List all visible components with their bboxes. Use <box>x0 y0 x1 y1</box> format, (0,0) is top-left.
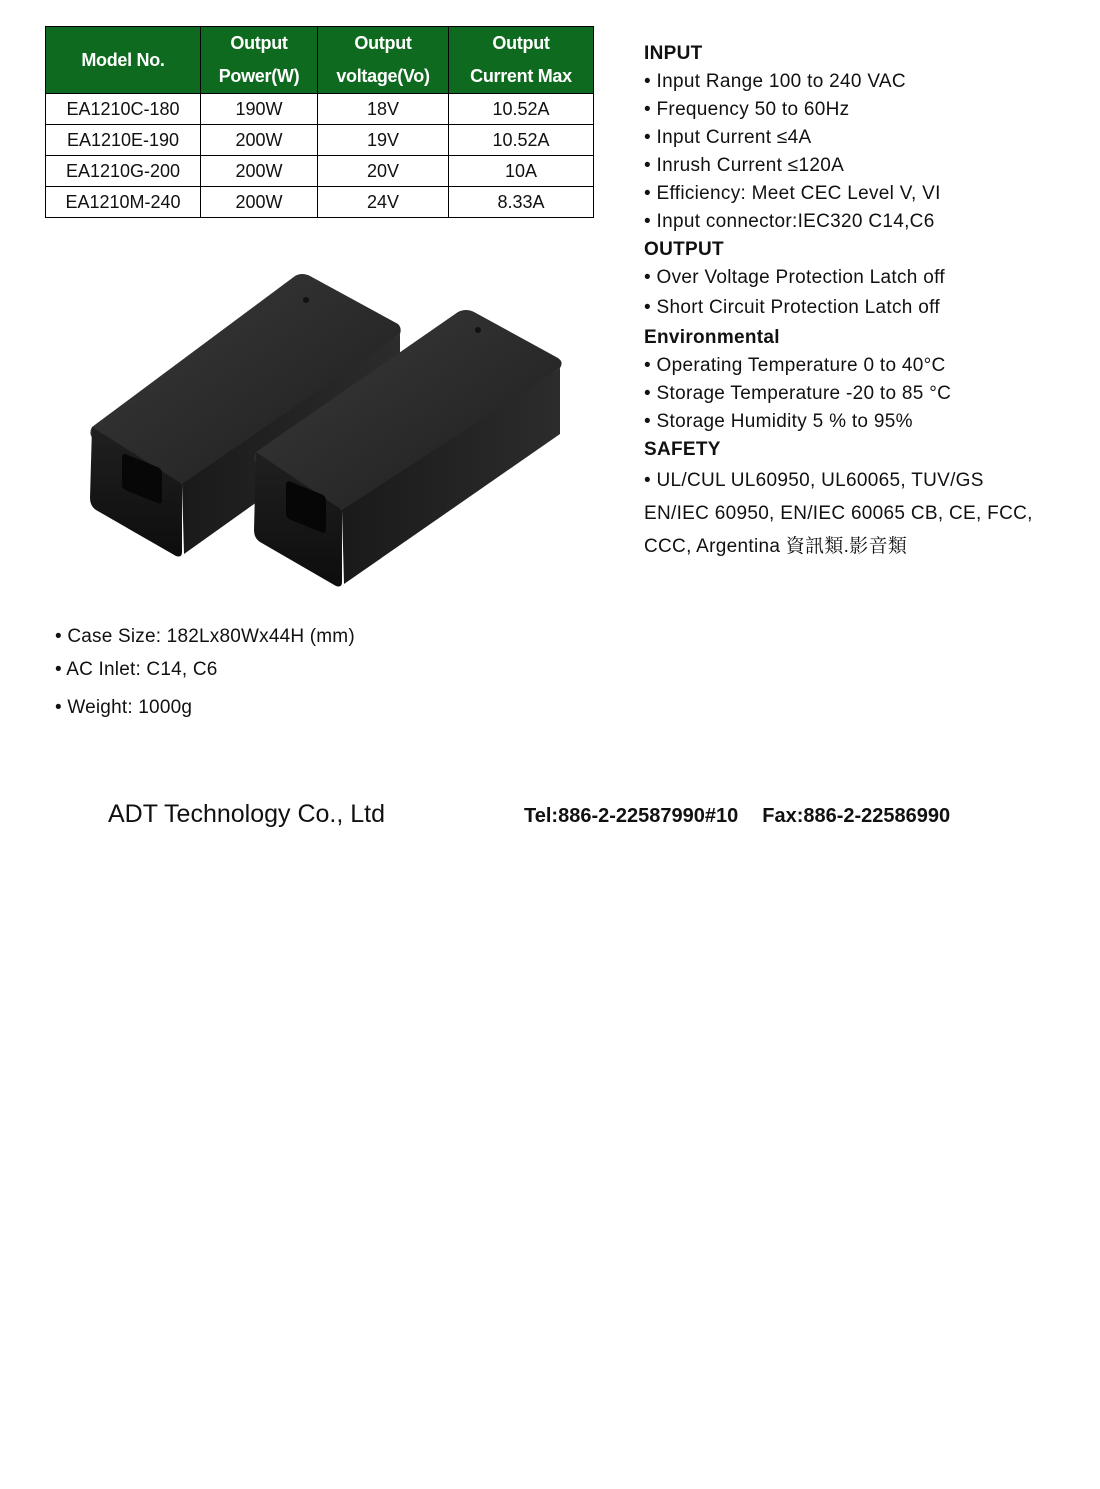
power-adapter-photo <box>80 262 570 592</box>
list-item: • Efficiency: Meet CEC Level V, VI <box>644 183 941 204</box>
list-item: • Input connector:IEC320 C14,C6 <box>644 211 935 232</box>
header-model-no: Model No. <box>46 27 201 94</box>
table-row <box>46 156 594 187</box>
cell-current: 10.52A <box>449 94 594 125</box>
cell-model: EA1210E-190 <box>46 125 201 156</box>
list-item: • Short Circuit Protection Latch off <box>644 297 940 318</box>
list-item: • UL/CUL UL60950, UL60065, TUV/GS <box>644 470 984 491</box>
table-row <box>46 125 594 156</box>
list-item: • AC Inlet: C14, C6 <box>55 659 218 680</box>
company-name: ADT Technology Co., Ltd <box>108 800 386 828</box>
cell-voltage: 20V <box>318 156 449 187</box>
header-output-current: Output Current Max <box>449 27 594 94</box>
cell-power: 200W <box>201 125 318 156</box>
cell-current: 8.33A <box>449 187 594 218</box>
table-row <box>46 94 594 125</box>
list-item: • Inrush Current ≤120A <box>644 155 845 176</box>
safety-heading: SAFETY <box>644 439 721 460</box>
list-item: • Input Range 100 to 240 VAC <box>644 71 906 92</box>
cell-power: 190W <box>201 94 318 125</box>
list-item: • Over Voltage Protection Latch off <box>644 267 945 288</box>
model-spec-table <box>45 26 594 218</box>
cell-power: 200W <box>201 187 318 218</box>
cell-voltage: 18V <box>318 94 449 125</box>
list-item: CCC, Argentina 資訊類.影音類 <box>644 536 908 557</box>
header-output-power: Output Power(W) <box>201 27 318 94</box>
table-header-row <box>46 27 594 94</box>
list-item: • Case Size: 182Lx80Wx44H (mm) <box>55 626 355 647</box>
list-item: • Weight: 1000g <box>55 697 193 718</box>
cell-current: 10.52A <box>449 125 594 156</box>
cell-model: EA1210G-200 <box>46 156 201 187</box>
physical-spec-list <box>55 620 355 724</box>
list-item: EN/IEC 60950, EN/IEC 60065 CB, CE, FCC, <box>644 503 1033 524</box>
tel-number: Tel:886-2-22587990#10 <box>524 805 739 827</box>
cell-voltage: 24V <box>318 187 449 218</box>
table-row <box>46 187 594 218</box>
list-item: • Frequency 50 to 60Hz <box>644 99 850 120</box>
cell-voltage: 19V <box>318 125 449 156</box>
cell-power: 200W <box>201 156 318 187</box>
cell-model: EA1210M-240 <box>46 187 201 218</box>
list-item: • Operating Temperature 0 to 40°C <box>644 355 946 376</box>
input-heading: INPUT <box>644 43 703 64</box>
fax-number: Fax:886-2-22586990 <box>762 805 951 827</box>
list-item: • Input Current ≤4A <box>644 127 812 148</box>
header-output-voltage: Output voltage(Vo) <box>318 27 449 94</box>
environmental-heading: Environmental <box>644 327 780 348</box>
spec-list <box>644 40 1084 563</box>
list-item: • Storage Humidity 5 % to 95% <box>644 411 913 432</box>
cell-current: 10A <box>449 156 594 187</box>
cell-model: EA1210C-180 <box>46 94 201 125</box>
output-heading: OUTPUT <box>644 239 724 260</box>
list-item: • Storage Temperature -20 to 85 °C <box>644 383 952 404</box>
contact-info <box>524 805 950 828</box>
